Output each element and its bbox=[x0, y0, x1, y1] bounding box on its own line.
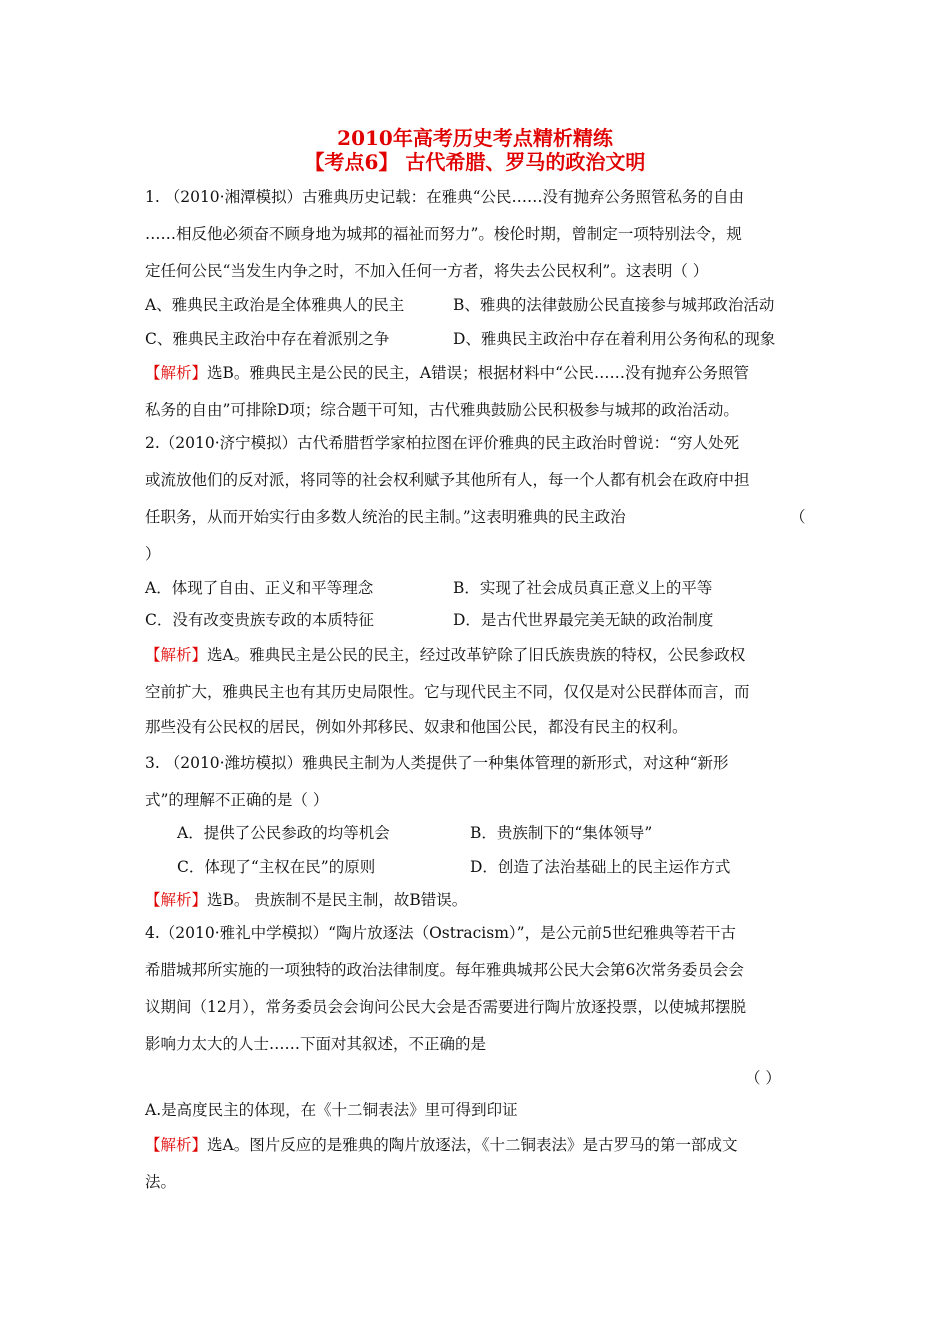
q4-option-a: A.是高度民主的体现，在《十二铜表法》里可得到印证 bbox=[145, 1101, 518, 1119]
q1-option-d: D、雅典民主政治中存在着利用公务徇私的现象 bbox=[453, 330, 776, 348]
q3-stem-line: 3. （2010·潍坊模拟）雅典民主制为人类提供了一种集体管理的新形式，对这种“新形 bbox=[145, 754, 729, 772]
page-subtitle: 【考点6】 古代希腊、罗马的政治文明 bbox=[304, 150, 646, 174]
q1-analysis-text: 选B。雅典民主是公民的民主，A错误；根据材料中“公民……没有抛弃公务照管 bbox=[207, 364, 750, 382]
q4-stem-line: 议期间（12月），常务委员会会询问公民大会是否需要进行陶片放逐投票，以使城邦摆脱 bbox=[145, 998, 746, 1016]
q2-analysis-line bbox=[145, 645, 745, 665]
q2-stem-line: 任职务，从而开始实行由多数人统治的民主制。”这表明雅典的民主政治 bbox=[145, 508, 626, 526]
q2-answer-paren-close: ） bbox=[145, 545, 161, 563]
q2-stem-line: 或流放他们的反对派，将同等的社会权利赋予其他所有人，每一个人都有机会在政府中担 bbox=[145, 471, 750, 489]
q3-option-a: A．提供了公民参政的均等机会 bbox=[177, 824, 390, 842]
q2-option-b: B．实现了社会成员真正意义上的平等 bbox=[453, 579, 713, 597]
q4-stem-line: 4.（2010·雅礼中学模拟）“陶片放逐法（Ostracism）”，是公元前5世纪雅典等若干古 bbox=[145, 924, 736, 942]
q3-analysis-line bbox=[145, 890, 467, 910]
q1-stem-line: ……相反他必须奋不顾身地为城邦的福祉而努力”。梭伦时期，曾制定一项特别法令，规 bbox=[145, 225, 742, 243]
q3-option-c: C．体现了“主权在民”的原则 bbox=[177, 858, 376, 876]
q2-option-d: D．是古代世界最完美无缺的政治制度 bbox=[453, 611, 714, 629]
q4-stem-line: 影响力太大的人士……下面对其叙述，不正确的是 bbox=[145, 1035, 487, 1053]
q1-analysis-line: 私务的自由”可排除D项；综合题干可知，古代雅典鼓励公民积极参与城邦的政治活动。 bbox=[145, 401, 739, 419]
q2-analysis-text: 选A。雅典民主是公民的民主，经过改革铲除了旧氏族贵族的特权，公民参政权 bbox=[207, 646, 746, 664]
q3-stem-line: 式”的理解不正确的是（ ） bbox=[145, 791, 329, 809]
q2-option-c: C．没有改变贵族专政的本质特征 bbox=[145, 611, 374, 629]
q2-stem-line: 2.（2010·济宁模拟）古代希腊哲学家柏拉图在评价雅典的民主政治时曾说：“穷人处死 bbox=[145, 434, 740, 452]
q1-option-a: A、雅典民主政治是全体雅典人的民主 bbox=[145, 296, 405, 314]
q1-stem-line: 1. （2010·湘潭模拟）古雅典历史记载：在雅典“公民……没有抛弃公务照管私务的自由 bbox=[145, 188, 745, 206]
q2-answer-paren-open: （ bbox=[790, 508, 806, 526]
q4-analysis-line bbox=[145, 1135, 737, 1155]
analysis-tag: 【解析】 bbox=[145, 891, 208, 909]
q3-analysis-text: 选B。 贵族制不是民主制，故B错误。 bbox=[207, 891, 468, 909]
analysis-tag: 【解析】 bbox=[145, 1136, 208, 1154]
q2-option-a: A．体现了自由、正义和平等理念 bbox=[145, 579, 374, 597]
q2-analysis-line: 空前扩大，雅典民主也有其历史局限性。它与现代民主不同，仅仅是对公民群体而言，而 bbox=[145, 683, 750, 701]
analysis-tag: 【解析】 bbox=[145, 646, 208, 664]
analysis-tag: 【解析】 bbox=[145, 364, 208, 382]
q1-analysis-line bbox=[145, 363, 749, 383]
q1-stem-line: 定任何公民“当发生内争之时，不加入任何一方者，将失去公民权利”。这表明（ ） bbox=[145, 262, 709, 280]
q1-option-b: B、雅典的法律鼓励公民直接参与城邦政治活动 bbox=[453, 296, 775, 314]
q4-answer-paren: （ ） bbox=[745, 1069, 781, 1087]
q3-option-d: D．创造了法治基础上的民主运作方式 bbox=[470, 858, 731, 876]
q4-stem-line: 希腊城邦所实施的一项独特的政治法律制度。每年雅典城邦公民大会第6次常务委员会会 bbox=[145, 961, 744, 979]
q1-option-c: C、雅典民主政治中存在着派别之争 bbox=[145, 330, 390, 348]
page-title: 2010年高考历史考点精析精练 bbox=[337, 126, 613, 150]
q3-option-b: B．贵族制下的“集体领导” bbox=[470, 824, 653, 842]
q4-analysis-line: 法。 bbox=[145, 1173, 177, 1191]
q4-analysis-text: 选A。图片反应的是雅典的陶片放逐法，《十二铜表法》是古罗马的第一部成文 bbox=[207, 1136, 738, 1154]
q2-analysis-line: 那些没有公民权的居民，例如外邦移民、奴隶和他国公民，都没有民主的权利。 bbox=[145, 718, 688, 736]
